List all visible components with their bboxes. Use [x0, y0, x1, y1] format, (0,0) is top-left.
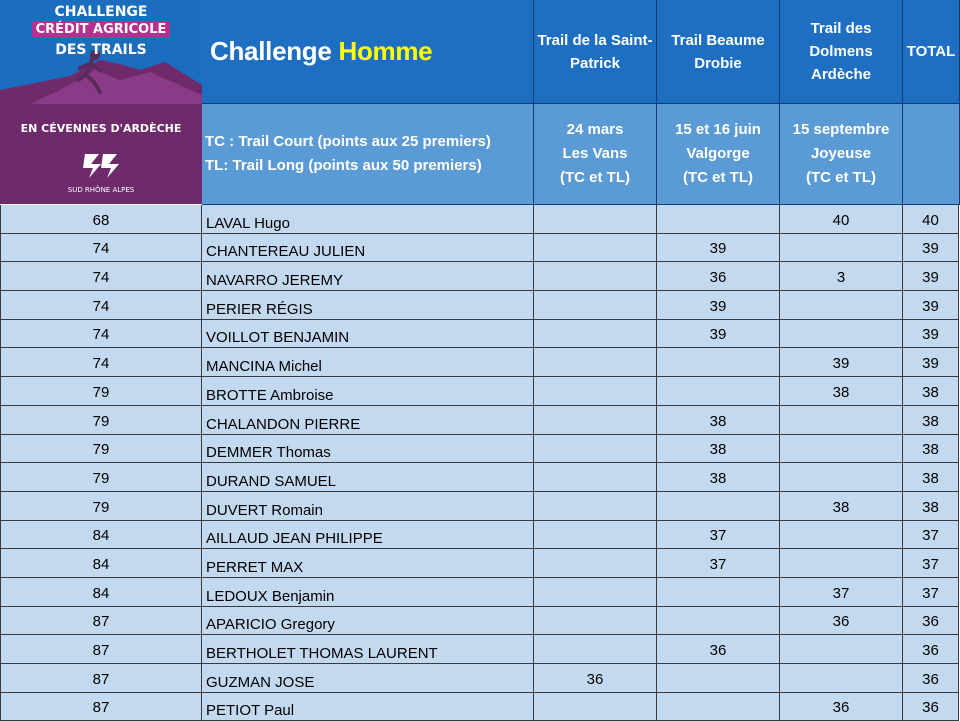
race-2-info [675, 118, 761, 190]
race-3-place: Joyeuse [810, 145, 872, 162]
table-row [0, 635, 960, 664]
table-row [0, 492, 960, 521]
ranking-table [0, 205, 960, 721]
race-1-points: 36 [534, 664, 657, 693]
page-title-cell [202, 0, 534, 104]
table-row [0, 607, 960, 636]
logo-line-1: CHALLENGE [54, 4, 148, 20]
total-points: 38 [903, 492, 959, 521]
rank-cell: 74 [0, 348, 202, 377]
rank-cell: 79 [0, 463, 202, 492]
total-points: 38 [903, 463, 959, 492]
rank-cell: 87 [0, 635, 202, 664]
table-row [0, 664, 960, 693]
rank-cell: 74 [0, 234, 202, 263]
name-cell: LEDOUX Benjamin [202, 578, 534, 607]
table-row [0, 262, 960, 291]
rank-cell: 79 [0, 406, 202, 435]
race-1-points [534, 549, 657, 578]
rank-cell: 84 [0, 521, 202, 550]
rank-cell: 87 [0, 664, 202, 693]
race-1-points [534, 635, 657, 664]
race-1-points [534, 492, 657, 521]
logo-line-2 [0, 22, 202, 37]
race-3-points [780, 291, 903, 320]
race-1-points [534, 262, 657, 291]
race-2-points: 37 [657, 549, 780, 578]
total-points: 39 [903, 262, 959, 291]
table-row [0, 234, 960, 263]
race-1-points [534, 463, 657, 492]
bank-label: SUD RHÔNE ALPES [67, 186, 135, 194]
race-1-points [534, 578, 657, 607]
rank-cell: 87 [0, 693, 202, 721]
race-1-name: Trail de la Saint-Patrick [537, 31, 653, 72]
race-1-format: (TC et TL) [560, 169, 630, 186]
name-cell: BERTHOLET THOMAS LAURENT [202, 635, 534, 664]
total-points: 37 [903, 578, 959, 607]
table-row [0, 463, 960, 492]
table-row [0, 435, 960, 464]
table-row [0, 693, 960, 721]
total-points: 39 [903, 234, 959, 263]
race-2-points: 37 [657, 521, 780, 550]
legend-tc: TC : Trail Court (points aux 25 premiers) [205, 133, 491, 150]
name-cell: PERRET MAX [202, 549, 534, 578]
name-cell: LAVAL Hugo [202, 205, 534, 234]
race-3-points [780, 549, 903, 578]
logo-line-4: EN CÉVENNES D'ARDÈCHE [20, 122, 182, 135]
race-2-info-cell [657, 104, 780, 205]
name-cell: DUVERT Romain [202, 492, 534, 521]
race-1-info [560, 118, 630, 190]
race-1-name-cell [534, 0, 657, 104]
rank-cell: 79 [0, 377, 202, 406]
race-2-name: Trail Beaume Drobie [671, 31, 765, 72]
race-3-points [780, 234, 903, 263]
table-row [0, 205, 960, 234]
title-prefix: Challenge [210, 36, 339, 66]
race-2-points [657, 664, 780, 693]
total-points: 39 [903, 348, 959, 377]
race-2-points [657, 348, 780, 377]
race-3-points [780, 320, 903, 349]
race-3-name-cell [780, 0, 903, 104]
total-points: 36 [903, 607, 959, 636]
race-2-points: 39 [657, 234, 780, 263]
race-1-points [534, 693, 657, 721]
name-cell: DURAND SAMUEL [202, 463, 534, 492]
race-2-points: 39 [657, 320, 780, 349]
race-1-points [534, 234, 657, 263]
name-cell: MANCINA Michel [202, 348, 534, 377]
rank-cell: 84 [0, 578, 202, 607]
ranking-header [0, 0, 960, 205]
name-cell: VOILLOT BENJAMIN [202, 320, 534, 349]
total-header-cell [903, 0, 960, 104]
race-1-points [534, 205, 657, 234]
race-3-points [780, 664, 903, 693]
title-accent: Homme [338, 36, 433, 66]
total-header: TOTAL [906, 43, 956, 60]
race-2-points [657, 578, 780, 607]
total-points: 40 [903, 205, 959, 234]
table-row [0, 320, 960, 349]
race-3-points: 3 [780, 262, 903, 291]
race-2-date: 15 et 16 juin [675, 121, 761, 138]
race-3-points [780, 635, 903, 664]
race-3-points: 36 [780, 693, 903, 721]
table-row [0, 549, 960, 578]
table-row [0, 377, 960, 406]
race-2-points: 39 [657, 291, 780, 320]
race-3-format: (TC et TL) [806, 169, 876, 186]
name-cell: BROTTE Ambroise [202, 377, 534, 406]
race-2-place: Valgorge [686, 145, 750, 162]
race-2-points [657, 492, 780, 521]
race-2-points [657, 205, 780, 234]
name-cell: DEMMER Thomas [202, 435, 534, 464]
legend-cell [202, 104, 534, 205]
race-1-date: 24 mars [566, 121, 624, 138]
name-cell: PETIOT Paul [202, 693, 534, 721]
total-points: 39 [903, 320, 959, 349]
race-2-points: 36 [657, 262, 780, 291]
race-3-points: 38 [780, 492, 903, 521]
legend [205, 130, 491, 178]
race-1-points [534, 521, 657, 550]
name-cell: AILLAUD JEAN PHILIPPE [202, 521, 534, 550]
race-1-points [534, 377, 657, 406]
total-info-cell [903, 104, 960, 205]
rank-cell: 74 [0, 291, 202, 320]
name-cell: CHANTEREAU JULIEN [202, 234, 534, 263]
race-3-points: 38 [780, 377, 903, 406]
race-1-points [534, 320, 657, 349]
race-1-points [534, 348, 657, 377]
table-row [0, 406, 960, 435]
race-2-points [657, 693, 780, 721]
table-row [0, 348, 960, 377]
bank-logo-icon [81, 150, 121, 182]
rank-cell: 79 [0, 435, 202, 464]
page-title [210, 36, 432, 67]
total-points: 38 [903, 435, 959, 464]
total-points: 39 [903, 291, 959, 320]
rank-cell: 87 [0, 607, 202, 636]
name-cell: PERIER RÉGIS [202, 291, 534, 320]
rank-cell: 74 [0, 320, 202, 349]
rank-cell: 68 [0, 205, 202, 234]
total-points: 38 [903, 406, 959, 435]
race-3-points: 37 [780, 578, 903, 607]
name-cell: GUZMAN JOSE [202, 664, 534, 693]
race-3-points [780, 435, 903, 464]
logo-line-3: DES TRAILS [55, 42, 147, 58]
table-row [0, 578, 960, 607]
challenge-logo [0, 0, 202, 104]
race-2-name-cell [657, 0, 780, 104]
race-2-points: 36 [657, 635, 780, 664]
race-2-points [657, 607, 780, 636]
total-points: 36 [903, 664, 959, 693]
challenge-logo-footer [0, 104, 202, 204]
race-3-points: 40 [780, 205, 903, 234]
legend-tl: TL: Trail Long (points aux 50 premiers) [205, 157, 482, 174]
total-points: 38 [903, 377, 959, 406]
race-3-points [780, 463, 903, 492]
race-3-date: 15 septembre [792, 121, 890, 138]
race-1-points [534, 435, 657, 464]
name-cell: APARICIO Gregory [202, 607, 534, 636]
race-2-points: 38 [657, 463, 780, 492]
race-2-format: (TC et TL) [683, 169, 753, 186]
total-points: 36 [903, 635, 959, 664]
race-2-points [657, 377, 780, 406]
rank-cell: 79 [0, 492, 202, 521]
race-1-points [534, 607, 657, 636]
table-row [0, 291, 960, 320]
race-3-points [780, 521, 903, 550]
total-points: 37 [903, 549, 959, 578]
total-points: 36 [903, 693, 959, 721]
race-2-points: 38 [657, 435, 780, 464]
race-3-info [793, 118, 890, 190]
race-1-points [534, 291, 657, 320]
total-points: 37 [903, 521, 959, 550]
race-3-info-cell [780, 104, 903, 205]
logo-line-2-text: CRÉDIT AGRICOLE [32, 21, 171, 38]
race-1-points [534, 406, 657, 435]
name-cell: NAVARRO JEREMY [202, 262, 534, 291]
race-3-points [780, 406, 903, 435]
name-cell: CHALANDON PIERRE [202, 406, 534, 435]
race-2-points: 38 [657, 406, 780, 435]
rank-cell: 74 [0, 262, 202, 291]
race-1-info-cell [534, 104, 657, 205]
race-1-place: Les Vans [562, 145, 628, 162]
race-3-name: Trail des Dolmens Ardèche [809, 20, 873, 83]
rank-cell: 84 [0, 549, 202, 578]
race-3-points: 39 [780, 348, 903, 377]
table-row [0, 521, 960, 550]
race-3-points: 36 [780, 607, 903, 636]
